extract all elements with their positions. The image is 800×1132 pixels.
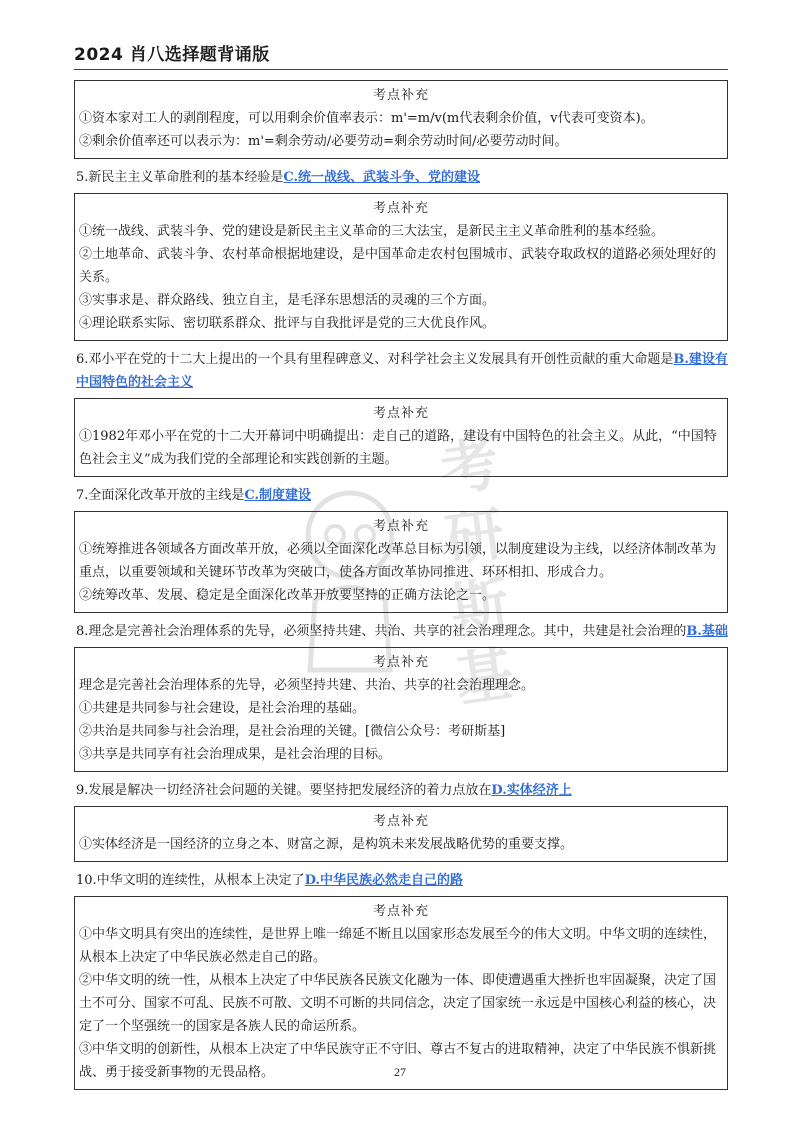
supplement-box-title: 考点补充: [372, 814, 429, 829]
question-text: 9.发展是解决一切经济社会问题的关键。要坚持把发展经济的着力点放在: [76, 783, 492, 798]
supplement-line: ①共建是共同参与社会建设，是社会治理的基础。: [79, 701, 366, 716]
answer-text: D.中华民族必然走自己的路: [304, 873, 464, 888]
document-content: [74, 80, 728, 1090]
supplement-line: 理念是完善社会治理体系的先导，必须坚持共建、共治、共享的社会治理理念。: [79, 678, 535, 693]
supplement-box: [74, 647, 728, 772]
question-6: [76, 348, 728, 394]
supplement-box-title: 考点补充: [372, 88, 429, 103]
supplement-line: ②共治是共同参与社会治理，是社会治理的关键。[微信公众号：考研斯基]: [79, 724, 506, 739]
supplement-line: ①统筹推进各领域各方面改革开放，必须以全面深化改革总目标为引领，以制度建设为主线，以经济体制改革为重点，以重要领域和关键环节改革为突破口，使各方面改革协同推进、环环相扣、形成合力。: [79, 542, 717, 580]
supplement-box-title: 考点补充: [372, 406, 429, 421]
answer-text: B.建设有中国特色的社会主义: [76, 352, 728, 390]
supplement-box: [74, 896, 728, 1090]
question-text: 6.邓小平在党的十二大上提出的一个具有里程碑意义、对科学社会主义发展具有开创性贡献的重大命题是: [76, 352, 674, 367]
page-number: 27: [394, 1065, 406, 1079]
question-7: [76, 484, 728, 507]
supplement-box: [74, 80, 728, 159]
question-text: 10.中华文明的连续性，从根本上决定了: [76, 873, 305, 888]
header-divider: [74, 69, 728, 70]
question-10: [76, 869, 728, 892]
answer-text: B.基础: [686, 624, 728, 639]
answer-text: C.统一战线、武装斗争、党的建设: [283, 170, 481, 185]
answer-text: D.实体经济上: [491, 783, 572, 798]
question-text: 5.新民主主义革命胜利的基本经验是: [76, 170, 284, 185]
supplement-line: ③共享是共同享有社会治理成果，是社会治理的目标。: [79, 747, 392, 762]
question-8: [76, 620, 728, 643]
supplement-box-title: 考点补充: [372, 904, 429, 919]
supplement-box-title: 考点补充: [372, 655, 429, 670]
watermark-char: 基: [451, 639, 519, 715]
question-text: 7.全面深化改革开放的主线是: [76, 488, 245, 503]
supplement-line: ①实体经济是一国经济的立身之本、财富之源，是构筑未来发展战略优势的重要支撑。: [79, 837, 574, 852]
question-5: [76, 166, 728, 189]
supplement-line: ③实事求是、群众路线、独立自主，是毛泽东思想活的灵魂的三个方面。: [79, 293, 496, 308]
supplement-box-title: 考点补充: [372, 519, 429, 534]
supplement-line: ②土地革命、武装斗争、农村革命根据地建设，是中国革命走农村包围城市、武装夺取政权的道路必须处理好的关系。: [79, 247, 717, 285]
supplement-line: ①1982年邓小平在党的十二大开幕词中明确提出：走自己的道路，建设有中国特色的社会主义。从此，“中国特色社会主义”成为我们党的全部理论和实践创新的主题。: [79, 429, 717, 467]
supplement-box: [74, 398, 728, 477]
supplement-line: ②统筹改革、发展、稳定是全面深化改革开放要坚持的正确方法论之一。: [79, 588, 496, 603]
document-header-title: 2024 肖八选择题背诵版: [74, 45, 270, 65]
supplement-line: ②剩余价值率还可以表示为：m'=剩余劳动/必要劳动=剩余劳动时间/必要劳动时间。: [79, 134, 568, 149]
watermark-char: 考: [436, 429, 504, 505]
question-9: [76, 779, 728, 802]
supplement-box: [74, 806, 728, 862]
supplement-line: ①统一战线、武装斗争、党的建设是新民主主义革命的三大法宝，是新民主主义革命胜利的基本经验。: [79, 224, 665, 239]
supplement-box: [74, 511, 728, 613]
question-text: 8.理念是完善社会治理体系的先导，必须坚持共建、共治、共享的社会治理理念。其中，共建是社会治理的: [76, 624, 687, 639]
answer-text: C.制度建设: [244, 488, 312, 503]
supplement-line: ①中华文明具有突出的连续性，是世界上唯一绵延不断且以国家形态发展至今的伟大文明。中华文明的连续性，从根本上决定了中华民族必然走自己的路。: [79, 927, 717, 965]
supplement-box-title: 考点补充: [372, 201, 429, 216]
supplement-box: [74, 193, 728, 341]
supplement-line: ④理论联系实际、密切联系群众、批评与自我批评是党的三大优良作风。: [79, 316, 496, 331]
watermark-char: 斯: [446, 569, 514, 645]
supplement-line: ③中华文明的创新性，从根本上决定了中华民族守正不守旧、尊古不复古的进取精神，决定了中华民族不惧新挑战、勇于接受新事物的无畏品格。: [79, 1042, 717, 1080]
watermark-char: 研: [441, 499, 509, 575]
supplement-line: ①资本家对工人的剥削程度，可以用剩余价值率表示：m'=m/v(m代表剩余价值，v代表可变资本)。: [79, 111, 654, 126]
supplement-line: ②中华文明的统一性，从根本上决定了中华民族各民族文化融为一体、即使遭遇重大挫折也牢固凝聚，决定了国土不可分、国家不可乱、民族不可散、文明不可断的共同信念，决定了国家统一永远是中国核心利益的核心，决定了一个坚强统一的国家是各族人民的命运所系。: [79, 973, 717, 1034]
